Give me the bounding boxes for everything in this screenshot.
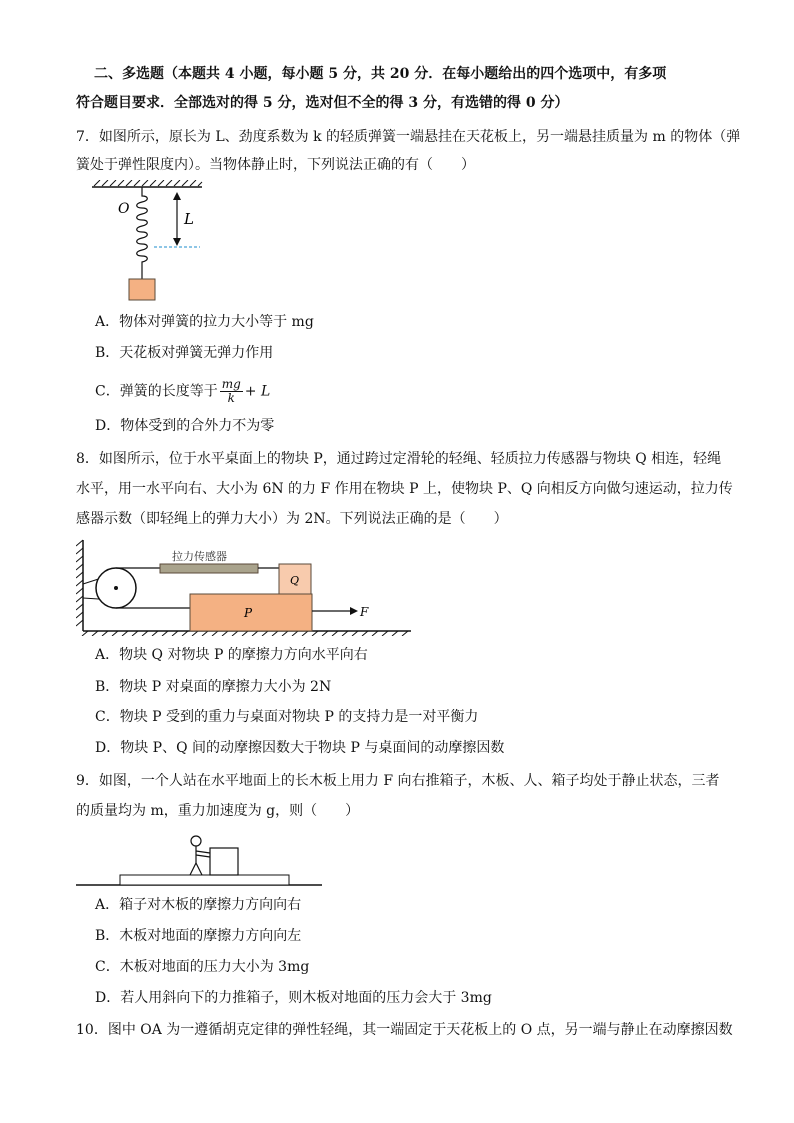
q7-spring-figure — [76, 180, 216, 305]
label-P: P — [244, 606, 253, 620]
q7-option-a: A．物体对弹簧的拉力大小等于 mg — [95, 314, 314, 330]
fraction-numerator: mg — [221, 377, 241, 391]
q7-stem-line2: 簧处于弹性限度内）。当物体静止时，下列说法正确的有（ ） — [76, 157, 475, 173]
sensor-label: 拉力传感器 — [172, 550, 227, 563]
q10-stem-line1: 10．图中 OA 为一遵循胡克定律的弹性轻绳，其一端固定于天花板上的 O 点，另一端与静止在动摩擦因数 — [76, 1022, 733, 1038]
person-leg-left — [190, 863, 196, 875]
q8-option-c: C．物块 P 受到的重力与桌面对物块 P 的支持力是一对平衡力 — [95, 709, 479, 725]
q8-pulley-figure — [76, 538, 416, 636]
q9-option-a: A．箱子对木板的摩擦力方向向右 — [95, 897, 302, 913]
q8-stem-line3: 感器示数（即轻绳上的弹力大小）为 2N。下列说法正确的是（ ） — [76, 511, 508, 527]
q9-option-c: C．木板对地面的压力大小为 3mg — [95, 959, 310, 975]
q7-option-c-suffix: + L — [244, 383, 271, 400]
q8-option-a: A．物块 Q 对物块 P 的摩擦力方向水平向右 — [95, 647, 368, 663]
label-O: O — [118, 201, 130, 217]
person-leg-right — [196, 863, 202, 875]
hanging-mass — [129, 279, 155, 300]
long-board — [120, 875, 289, 885]
label-F: F — [360, 605, 369, 619]
section-heading-line2: 符合题目要求．全部选对的得 5 分，选对但不全的得 3 分，有选错的得 0 分） — [76, 95, 569, 111]
q9-option-d: D．若人用斜向下的力推箱子，则木板对地面的压力会大于 3mg — [95, 990, 492, 1006]
section-heading-line1: 二、多选题（本题共 4 小题，每小题 5 分，共 20 分．在每小题给出的四个选项中，有多项 — [94, 66, 667, 82]
q7-option-b: B．天花板对弹簧无弹力作用 — [95, 345, 274, 361]
q7-option-c — [95, 378, 270, 405]
q7-option-d: D．物体受到的合外力不为零 — [95, 418, 275, 434]
label-L: L — [184, 210, 194, 228]
q8-option-d: D．物块 P、Q 间的动摩擦因数大于物块 P 与桌面间的动摩擦因数 — [95, 740, 505, 756]
length-arrow-head-bottom — [173, 238, 181, 246]
wall-hatching — [76, 540, 83, 626]
person-head — [191, 836, 201, 846]
person-arm-lower — [196, 855, 210, 857]
q9-option-b: B．木板对地面的摩擦力方向向左 — [95, 928, 302, 944]
q7-stem-line1: 7．如图所示，原长为 L、劲度系数为 k 的轻质弹簧一端悬挂在天花板上，另一端悬挂质量为 m 的物体（弹 — [76, 129, 741, 145]
q7-option-c-prefix: C．弹簧的长度等于 — [95, 383, 218, 400]
q8-option-b: B．物块 P 对桌面的摩擦力大小为 2N — [95, 679, 332, 695]
q8-stem-line2: 水平，用一水平向右、大小为 6N 的力 F 作用在物块 P 上，使物块 P、Q 向相反方向做匀速运动，拉力传 — [76, 481, 733, 497]
length-arrow-head-top — [173, 192, 181, 200]
force-arrow-head — [350, 607, 358, 615]
spring — [137, 187, 148, 279]
person-arm-upper — [196, 851, 210, 853]
q9-push-figure — [76, 830, 326, 888]
push-box — [210, 848, 238, 875]
ceiling-hatching — [94, 180, 202, 186]
q9-stem-line2: 的质量均为 m，重力加速度为 g，则（ ） — [76, 803, 360, 819]
label-Q: Q — [290, 574, 300, 587]
fraction-mg-over-k — [220, 378, 243, 405]
q9-stem-line1: 9．如图，一个人站在水平地面上的长木板上用力 F 向右推箱子，木板、人、箱子均处于静止状态，三者 — [76, 773, 720, 789]
force-sensor — [160, 564, 258, 573]
fraction-denominator: k — [227, 391, 235, 405]
pulley-axle — [114, 586, 118, 590]
q8-stem-line1: 8．如图所示，位于水平桌面上的物块 P，通过跨过定滑轮的轻绳、轻质拉力传感器与物块 Q 相连，轻绳 — [76, 451, 722, 467]
